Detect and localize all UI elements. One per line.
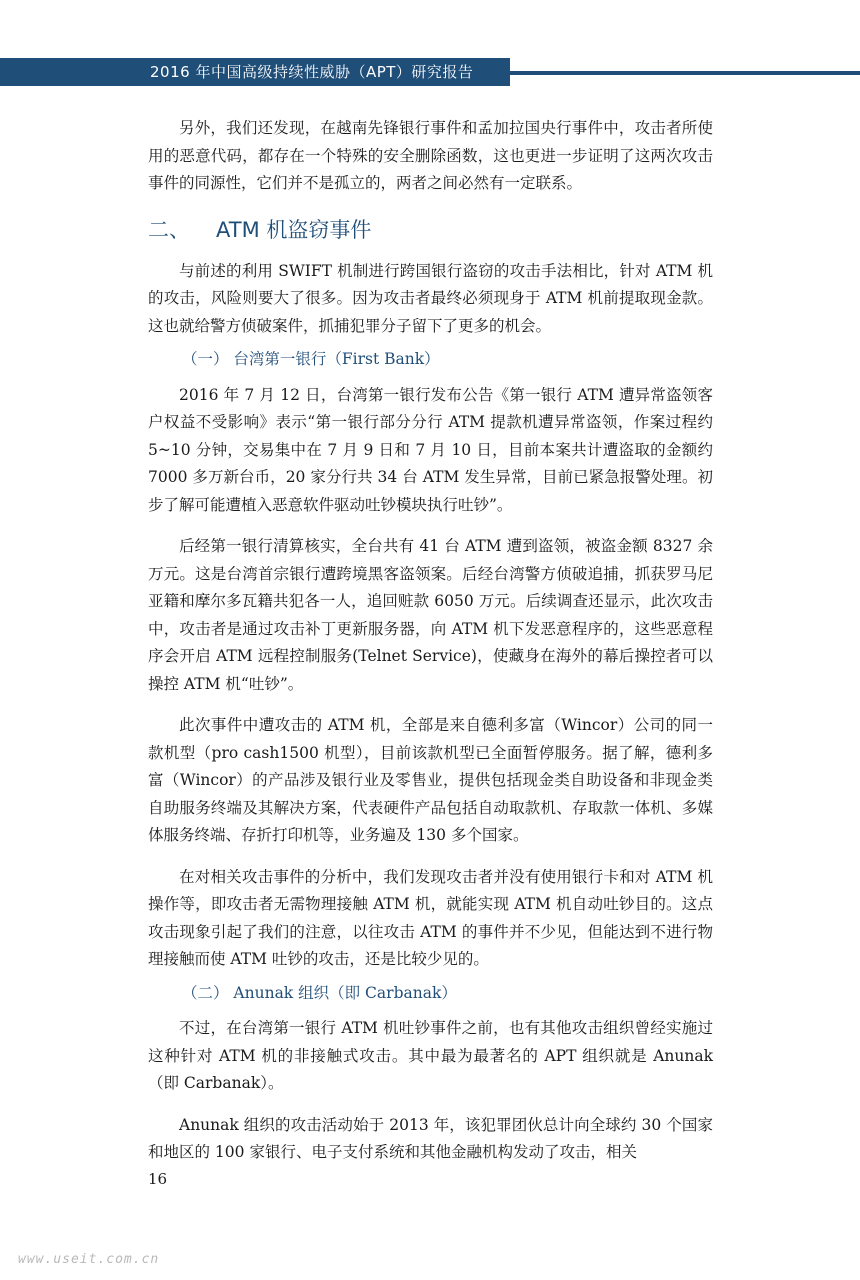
intro-paragraph: 另外，我们还发现，在越南先锋银行事件和孟加拉国央行事件中，攻击者所使用的恶意代码，都存在一个特殊的安全删除函数，这也更进一步证明了这两次攻击事件的同源性，它们并不是孤立的，两者之间必然有一定联系。 — [148, 119, 713, 192]
body-paragraph: 此次事件中遭攻击的 ATM 机，全部是来自德利多富（Wincor）公司的同一款机型（pro cash1500 机型），目前该款机型已全面暂停服务。据了解，德利多富（Wincor）的产品涉及银行业及零售业，提供包括现金类自助设备和非现金类自助服务终端及其解决方案，代表硬件产品包括自动取款机、存取款一体机、多媒体服务终端、存折打印机等，业务遍及 130 多个国家。 — [148, 716, 713, 844]
page-number: 16 — [148, 1170, 168, 1188]
section-lead-paragraph: 与前述的利用 SWIFT 机制进行跨国银行盗窃的攻击手法相比，针对 ATM 机的攻击，风险则要大了很多。因为攻击者最终必须现身于 ATM 机前提取现金款。这也就给警方侦破案件，抓捕犯罪分子留下了更多的机会。 — [148, 261, 713, 335]
body-paragraph: 2016 年 7 月 12 日，台湾第一银行发布公告《第一银行 ATM 遭异常盗领客户权益不受影响》表示“第一银行部分分行 ATM 提款机遭异常盗领，作案过程约 5~10 分钟，交易集中在 7 月 9 日和 7 月 10 日，目前本案共计遭盗取的金额约 7000 多万新台币，20 家分行共 34 台 ATM 发生异常，目前已紧急报警处理。初步了解可能遭植入恶意软件驱动吐钞模块执行吐钞”。 — [148, 385, 713, 514]
subsection-heading-anunak: （二） Anunak 组织（即 Carbanak） — [182, 983, 457, 1002]
body-paragraph: 在对相关攻击事件的分析中，我们发现攻击者并没有使用银行卡和对 ATM 机操作等，即攻击者无需物理接触 ATM 机，就能实现 ATM 机自动吐钞目的。这点攻击现象引起了我们的注意，以往攻击 ATM 的事件并不少见，但能达到不进行物理接触而使 ATM 吐钞的攻击，还是比较少见的。 — [148, 867, 713, 968]
body-paragraph: 不过，在台湾第一银行 ATM 机吐钞事件之前，也有其他攻击组织曾经实施过这种针对 ATM 机的非接触式攻击。其中最为最著名的 APT 组织就是 Anunak（即 Carbanak）。 — [148, 1019, 713, 1092]
section-number: 二、 — [148, 217, 190, 242]
page-body — [148, 115, 713, 1167]
header-rule — [510, 71, 860, 75]
body-paragraph: Anunak 组织的攻击活动始于 2013 年，该犯罪团伙总计向全球约 30 个国家和地区的 100 家银行、电子支付系统和其他金融机构发动了攻击，相关 — [148, 1115, 713, 1161]
section-title: ATM 机盗窃事件 — [216, 217, 372, 242]
section-heading — [148, 210, 713, 250]
body-paragraph: 后经第一银行清算核实，全台共有 41 台 ATM 遭到盗领，被盗金额 8327 余万元。这是台湾首宗银行遭跨境黑客盗领案。后经台湾警方侦破追捕，抓获罗马尼亚籍和摩尔多瓦籍共犯各一人，追回赃款 6050 万元。后续调查还显示，此次攻击中，攻击者是通过攻击补丁更新服务器，向 ATM 机下发恶意程序的，这些恶意程序会开启 ATM 远程控制服务(Telnet Service)，使藏身在海外的幕后操控者可以操控 ATM 机“吐钞”。 — [148, 537, 713, 693]
report-title: 2016 年中国高级持续性威胁（APT）研究报告 — [150, 63, 474, 81]
watermark-text: www.useit.com.cn — [18, 1252, 160, 1267]
subsection-heading-first-bank: （一） 台湾第一银行（First Bank） — [182, 350, 440, 368]
